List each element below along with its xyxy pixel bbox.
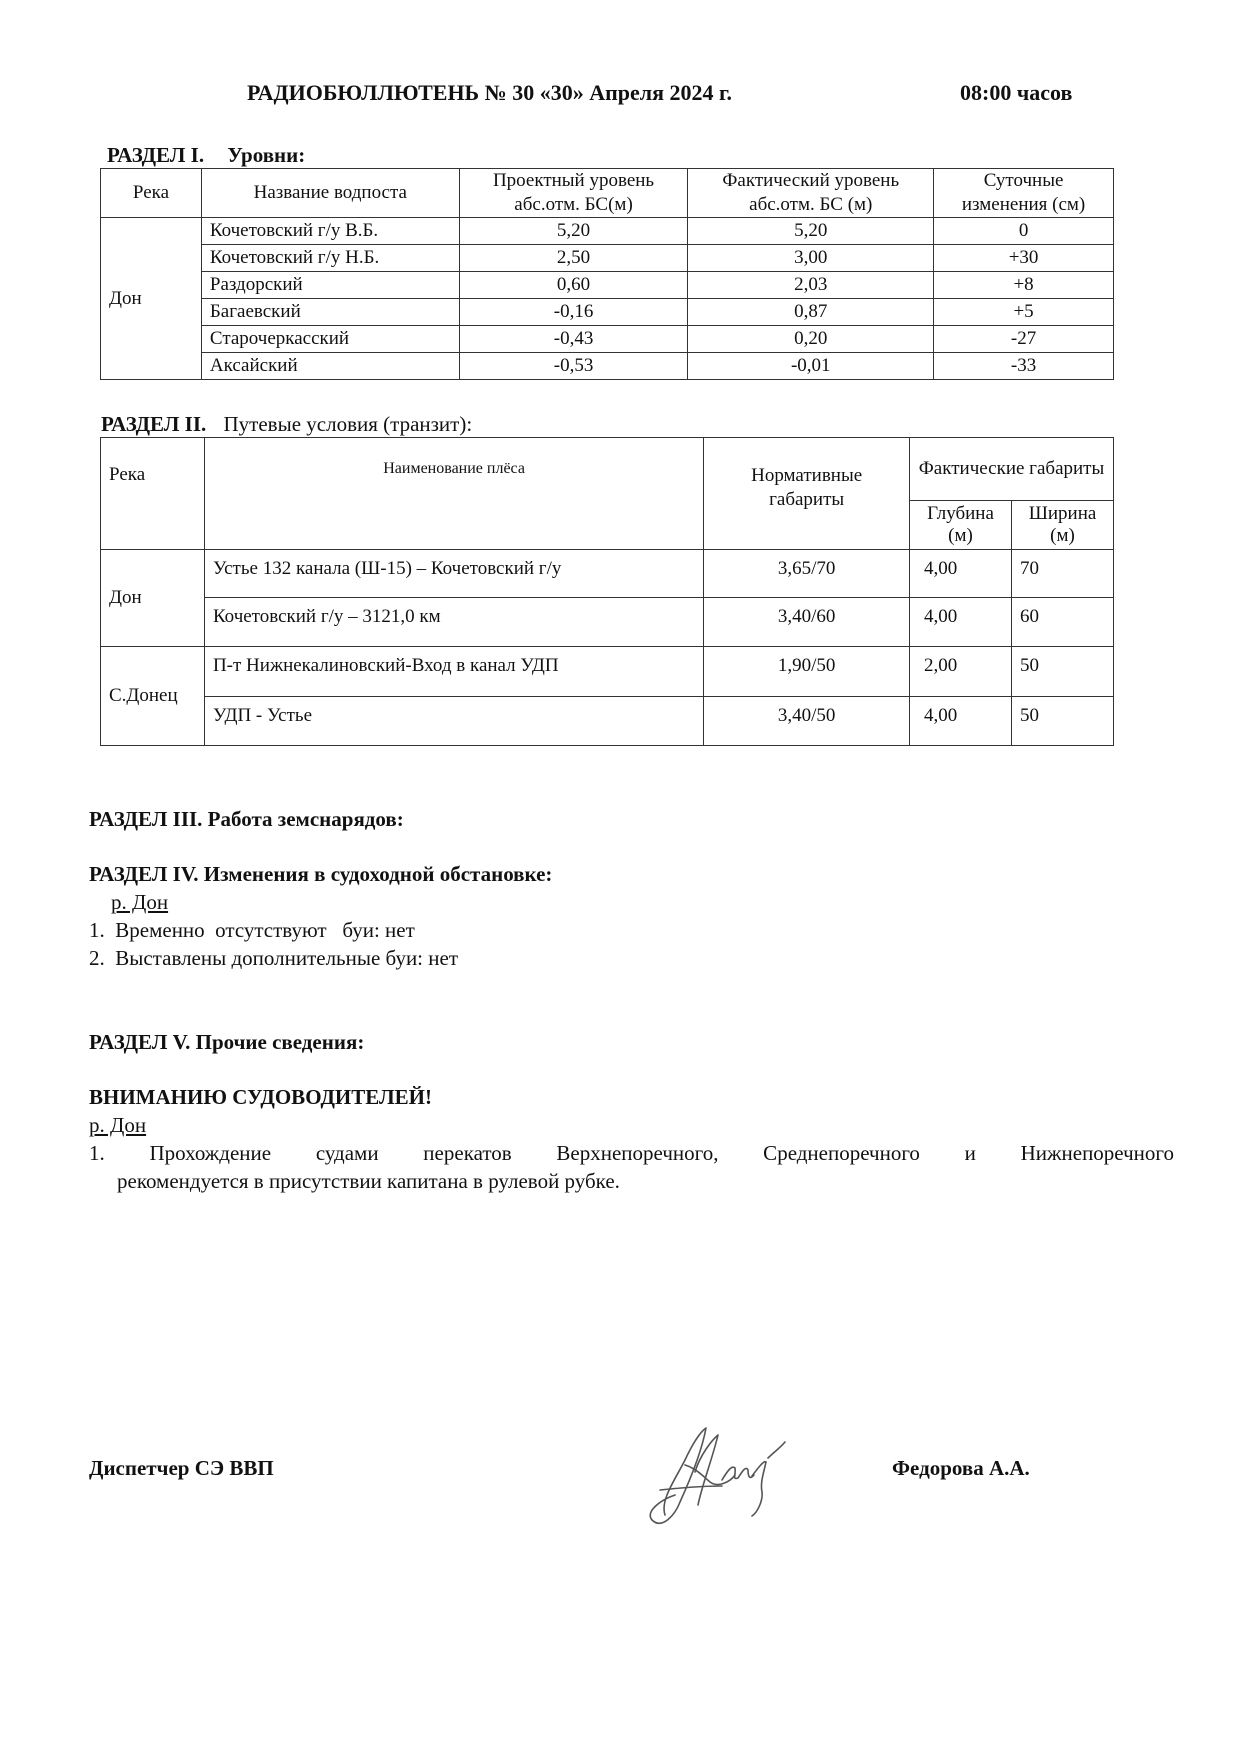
col-header-daily-change: Суточные изменения (см) [934,169,1114,218]
reach-name: Кочетовский г/у – 3121,0 км [204,598,703,647]
section5-title: РАЗДЕЛ V. Прочие сведения: [89,1030,365,1054]
river-cell: Дон [101,218,202,380]
actual-width: 50 [1012,697,1114,746]
col-header-depth: Глубина (м) [910,501,1012,550]
actual-level: 2,03 [688,272,934,299]
table-row [101,218,1114,245]
reach-name: УДП - Устье [204,697,703,746]
post-name: Старочеркасский [201,326,459,353]
table-row [101,550,1114,598]
col-header-post: Название водпоста [201,169,459,218]
daily-change: +8 [934,272,1114,299]
post-name: Багаевский [201,299,459,326]
actual-depth: 4,00 [910,697,1012,746]
table-row [101,598,1114,647]
post-name: Аксайский [201,353,459,380]
col-header-river: Река [101,438,205,550]
actual-depth: 4,00 [910,550,1012,598]
actual-width: 50 [1012,647,1114,697]
table-row [101,272,1114,299]
daily-change: +30 [934,245,1114,272]
attention-item-line2: рекомендуется в присутствии капитана в рулевой рубке. [117,1169,620,1193]
routes-table [100,437,1114,746]
normative-dims: 1,90/50 [704,647,910,697]
table-row [101,647,1114,697]
table-row [101,326,1114,353]
col-header-actual: Фактические габариты [910,438,1114,501]
dispatcher-role: Диспетчер СЭ ВВП [89,1456,274,1480]
attention-title: ВНИМАНИЮ СУДОВОДИТЕЛЕЙ! [89,1085,432,1109]
reach-name: П-т Нижнекалиновский-Вход в канал УДП [204,647,703,697]
reach-name: Устье 132 канала (Ш-15) – Кочетовский г/у [204,550,703,598]
signature-icon [640,1420,800,1535]
daily-change: 0 [934,218,1114,245]
section1-title: Уровни: [227,143,306,167]
actual-level: 3,00 [688,245,934,272]
dispatcher-name: Федорова А.А. [892,1456,1030,1480]
bulletin-title: РАДИОБЮЛЛЮТЕНЬ № 30 «30» Апреля 2024 г. [247,80,733,105]
levels-table [100,168,1114,380]
post-name: Раздорский [201,272,459,299]
project-level: -0,16 [459,299,688,326]
col-header-normative: Нормативные габариты [704,438,910,550]
project-level: -0,53 [459,353,688,380]
post-name: Кочетовский г/у Н.Б. [201,245,459,272]
actual-width: 60 [1012,598,1114,647]
project-level: -0,43 [459,326,688,353]
section2-heading [101,412,472,437]
actual-level: -0,01 [688,353,934,380]
col-header-project-level: Проектный уровень абс.отм. БС(м) [459,169,688,218]
project-level: 0,60 [459,272,688,299]
col-header-river: Река [101,169,202,218]
table-row [101,697,1114,746]
section4-item-2: 2. Выставлены дополнительные буи: нет [89,946,458,970]
section2-label: РАЗДЕЛ II. [101,412,207,436]
daily-change: -33 [934,353,1114,380]
daily-change: -27 [934,326,1114,353]
daily-change: +5 [934,299,1114,326]
actual-level: 0,87 [688,299,934,326]
normative-dims: 3,40/50 [704,697,910,746]
actual-width: 70 [1012,550,1114,598]
section3-title: РАЗДЕЛ III. Работа земснарядов: [89,807,404,831]
actual-level: 0,20 [688,326,934,353]
section1-label: РАЗДЕЛ I. [107,143,205,167]
section4-title: РАЗДЕЛ IV. Изменения в судоходной обстановке: [89,862,553,886]
table-row [101,245,1114,272]
river-cell: Дон [101,550,205,647]
normative-dims: 3,65/70 [704,550,910,598]
section4-river: р. Дон [111,890,169,914]
actual-depth: 4,00 [910,598,1012,647]
post-name: Кочетовский г/у В.Б. [201,218,459,245]
section2-title: Путевые условия (транзит): [223,412,473,436]
table-row [101,299,1114,326]
col-header-actual-level: Фактический уровень абс.отм. БС (м) [688,169,934,218]
attention-item-line1: 1. Прохождение судами перекатов Верхнепоречного, Среднепоречного и Нижнепоречного [89,1141,1174,1165]
river-cell: С.Донец [101,647,205,746]
attention-river: р. Дон [89,1113,147,1137]
project-level: 2,50 [459,245,688,272]
bulletin-time: 08:00 часов [960,80,1073,105]
actual-level: 5,20 [688,218,934,245]
project-level: 5,20 [459,218,688,245]
normative-dims: 3,40/60 [704,598,910,647]
section1-heading [107,143,305,168]
actual-depth: 2,00 [910,647,1012,697]
section4-item-1: 1. Временно отсутствуют буи: нет [89,918,415,942]
col-header-reach: Наименование плёса [204,438,703,550]
table-row [101,353,1114,380]
col-header-width: Ширина (м) [1012,501,1114,550]
